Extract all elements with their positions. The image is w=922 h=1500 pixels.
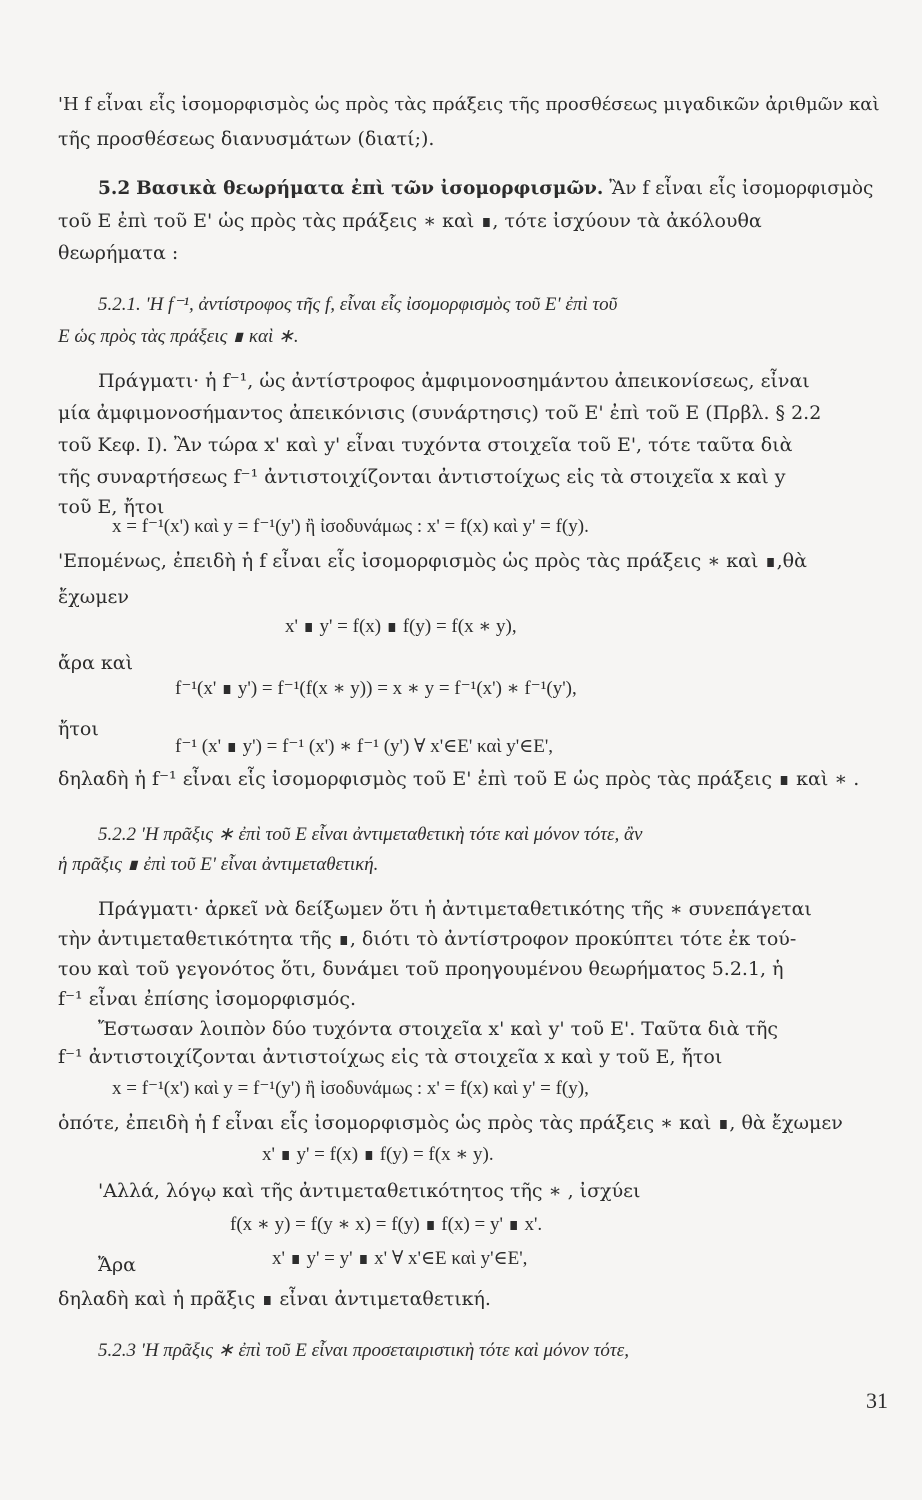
text-line: f⁻¹ ἀντιστοιχίζονται ἀντιστοίχως εἰς τὰ στοιχεῖα x καὶ y τοῦ E, ἤτοι xyxy=(58,1046,723,1068)
text-line: 'Η f εἶναι εἷς ἰσομορφισμὸς ὡς πρὸς τὰς πράξεις τῆς προσθέσεως μιγαδικῶν ἀριθμῶν καὶ xyxy=(58,94,880,115)
text-line: ἄρα καὶ xyxy=(58,652,134,674)
text-line: τῆς συναρτήσεως f⁻¹ ἀντιστοιχίζονται ἀντιστοίχως εἰς τὰ στοιχεῖα x καὶ y xyxy=(58,466,786,488)
text-line: τῆς προσθέσεως διανυσμάτων (διατί;). xyxy=(58,128,435,150)
equation: f(x ∗ y) = f(y ∗ x) = f(y) ∎ f(x) = y' ∎ x'. xyxy=(230,1214,543,1235)
text-line: 'Αλλά, λόγῳ καὶ τῆς ἀντιμεταθετικότητος τῆς ∗ , ἰσχύει xyxy=(98,1180,641,1202)
equation: f⁻¹(x' ∎ y') = f⁻¹(f(x ∗ y)) = x ∗ y = f⁻¹(x') ∗ f⁻¹(y'), xyxy=(175,678,577,699)
text-line: του καὶ τοῦ γεγονότος ὅτι, δυνάμει τοῦ προηγουμένου θεωρήματος 5.2.1, ἡ xyxy=(58,958,784,980)
equation: x = f⁻¹(x') καὶ y = f⁻¹(y') ἢ ἰσοδυνάμως : x' = f(x) καὶ y' = f(y). xyxy=(112,516,589,537)
theorem-statement: 5.2.1. 'Η f⁻¹, ἀντίστροφος τῆς f, εἶναι εἷς ἰσομορφισμὸς τοῦ E' ἐπὶ τοῦ xyxy=(98,294,618,315)
text-line: τὴν ἀντιμεταθετικότητα τῆς ∎, διότι τὸ ἀντίστροφον προκύπτει τότε ἐκ τού- xyxy=(58,928,797,950)
text-line: Πράγματι· ἀρκεῖ νὰ δείξωμεν ὅτι ἡ ἀντιμεταθετικότης τῆς ∗ συνεπάγεται xyxy=(98,898,812,920)
text-line: f⁻¹ εἶναι ἐπίσης ἰσομορφισμός. xyxy=(58,988,357,1010)
section-heading-text: Ἂν f εἶναι εἷς ἰσομορφισμὸς xyxy=(603,178,874,199)
theorem-statement: ἡ πρᾶξις ∎ ἐπὶ τοῦ E' εἶναι ἀντιμεταθετική. xyxy=(58,854,379,875)
text-line: ἔχωμεν xyxy=(58,586,129,608)
text-line: θεωρήματα : xyxy=(58,242,179,264)
text-line: Πράγματι· ἡ f⁻¹, ὡς ἀντίστροφος ἀμφιμονοσημάντου ἀπεικονίσεως, εἶναι xyxy=(98,370,810,392)
equation: f⁻¹ (x' ∎ y') = f⁻¹ (x') ∗ f⁻¹ (y') ∀ x'∈E' καὶ y'∈E', xyxy=(175,736,554,757)
theorem-statement: 5.2.3 'Η πρᾶξις ∗ ἐπὶ τοῦ E εἶναι προσεταιριστικὴ τότε καὶ μόνον τότε, xyxy=(98,1340,629,1361)
theorem-statement: E ὡς πρὸς τὰς πράξεις ∎ καὶ ∗. xyxy=(58,326,299,347)
page-number: 31 xyxy=(866,1388,888,1413)
text-line: Ἔστωσαν λοιπὸν δύο τυχόντα στοιχεῖα x' καὶ y' τοῦ E'. Ταῦτα διὰ τῆς xyxy=(98,1018,779,1040)
equation: x = f⁻¹(x') καὶ y = f⁻¹(y') ἢ ἰσοδυνάμως : x' = f(x) καὶ y' = f(y), xyxy=(112,1078,589,1099)
equation: x' ∎ y' = f(x) ∎ f(y) = f(x ∗ y). xyxy=(262,1144,494,1165)
text-line: Ἄρα xyxy=(98,1254,136,1276)
section-number: 5.2 xyxy=(98,178,131,199)
section-heading xyxy=(98,176,873,202)
text-line: ὁπότε, ἐπειδὴ ἡ f εἶναι εἷς ἰσομορφισμὸς ὡς πρὸς τὰς πράξεις ∗ καὶ ∎, θὰ ἔχωμεν xyxy=(58,1112,843,1134)
text-line: τοῦ E, ἤτοι xyxy=(58,496,165,518)
equation: x' ∎ y' = y' ∎ x' ∀ x'∈E καὶ y'∈E', xyxy=(272,1248,528,1269)
text-line: ἤτοι xyxy=(58,718,99,740)
text-line: τοῦ Κεφ. I). Ἂν τώρα x' καὶ y' εἶναι τυχόντα στοιχεῖα τοῦ E', τότε ταῦτα διὰ xyxy=(58,434,793,456)
section-title: Βασικὰ θεωρήματα ἐπὶ τῶν ἰσομορφισμῶν. xyxy=(136,178,604,199)
equation: x' ∎ y' = f(x) ∎ f(y) = f(x ∗ y), xyxy=(285,616,517,637)
theorem-statement: 5.2.2 'Η πρᾶξις ∗ ἐπὶ τοῦ E εἶναι ἀντιμεταθετικὴ τότε καὶ μόνον τότε, ἂν xyxy=(98,824,643,845)
text-line: δηλαδὴ καὶ ἡ πρᾶξις ∎ εἶναι ἀντιμεταθετική. xyxy=(58,1288,491,1310)
text-line: μία ἀμφιμονοσήμαντος ἀπεικόνισις (συνάρτησις) τοῦ E' ἐπὶ τοῦ E (Πρβλ. § 2.2 xyxy=(58,402,822,424)
text-line: 'Επομένως, ἐπειδὴ ἡ f εἶναι εἷς ἰσομορφισμὸς ὡς πρὸς τὰς πράξεις ∗ καὶ ∎,θὰ xyxy=(58,550,807,572)
text-line: δηλαδὴ ἡ f⁻¹ εἶναι εἷς ἰσομορφισμὸς τοῦ E' ἐπὶ τοῦ E ὡς πρὸς τὰς πράξεις ∎ καὶ ∗ . xyxy=(58,768,860,790)
text-line: τοῦ E ἐπὶ τοῦ E' ὡς πρὸς τὰς πράξεις ∗ καὶ ∎, τότε ἰσχύουν τὰ ἀκόλουθα xyxy=(58,210,762,232)
